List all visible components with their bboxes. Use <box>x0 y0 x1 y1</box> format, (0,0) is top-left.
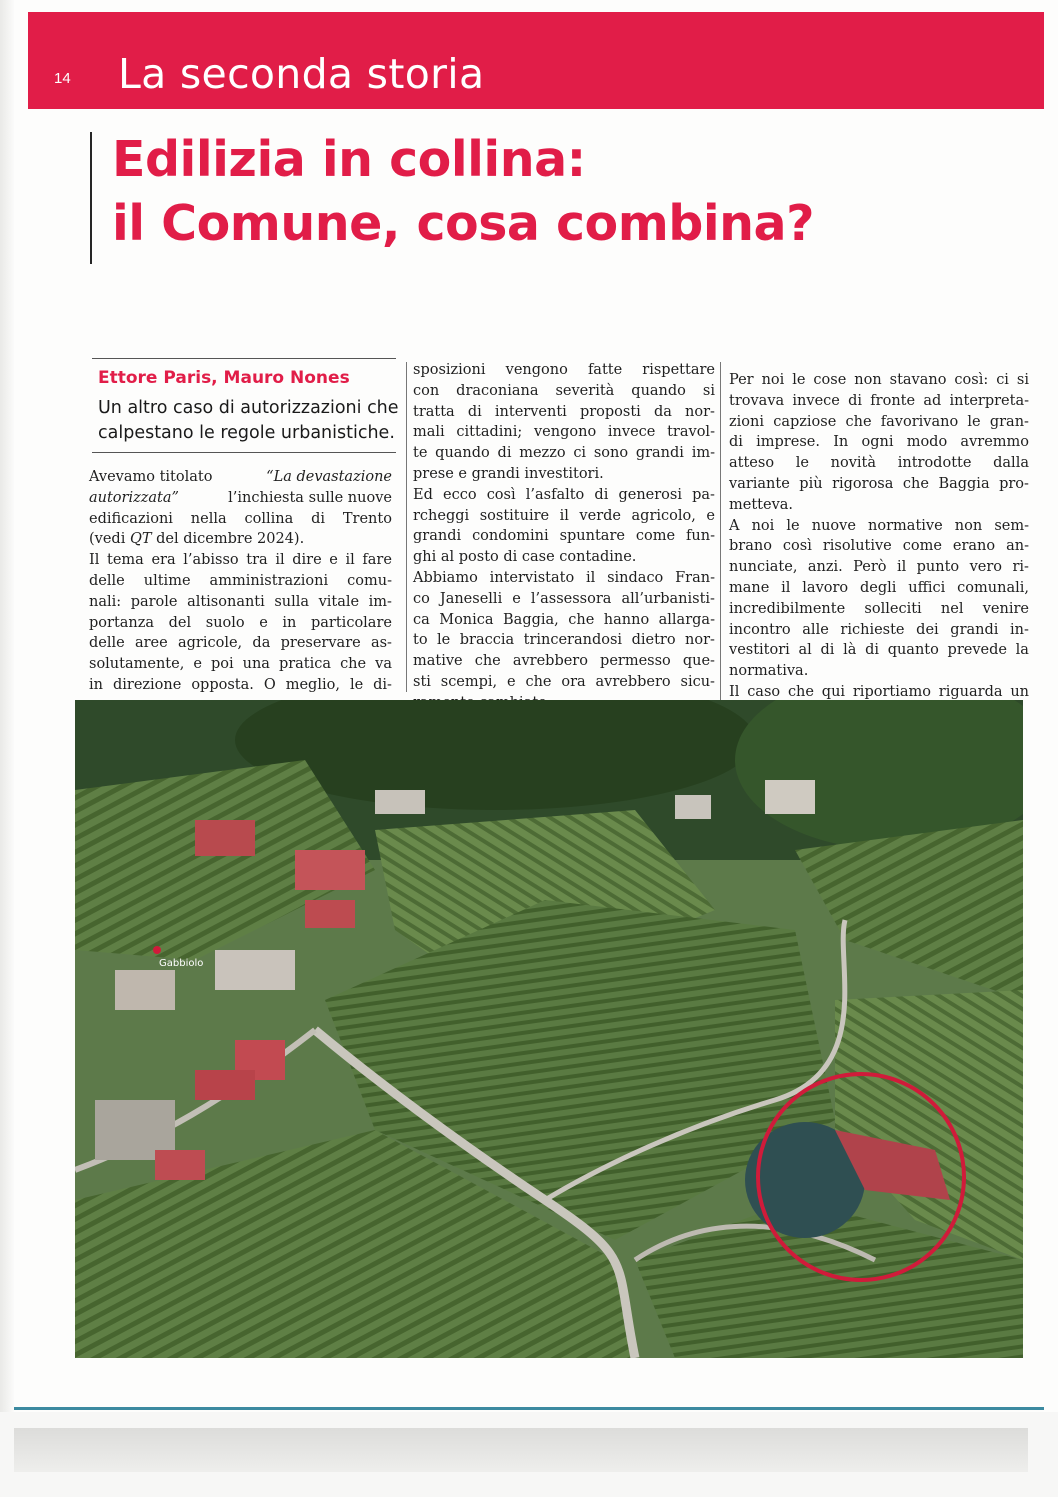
text-line: ghi al posto di case contadine. <box>413 549 637 566</box>
text-line: solutamente, e poi una pratica che va <box>89 656 392 673</box>
text-line: Il caso che qui riportiamo riguarda un <box>729 683 1029 700</box>
text-line: Per noi le cose non stavano così: ci si <box>729 372 1029 388</box>
vineyard-field <box>795 820 1023 1000</box>
text-line: di imprese. In ogni modo avremmo <box>729 434 1029 451</box>
text-line: portanza del suolo e in particolare <box>89 614 392 631</box>
text-line: autorizzata” l’inchiesta sulle nuove <box>89 488 392 509</box>
text-line: edificazioni nella collina di Trento <box>89 510 392 527</box>
section-title: La seconda storia <box>118 50 485 98</box>
house <box>765 780 815 814</box>
text-line: Abbiamo intervistato il sindaco Fran- <box>413 569 715 586</box>
text-line: nunciate, anzi. Però il punto vero ri- <box>729 559 1029 576</box>
text-line: incredibilmente solleciti nel venire <box>729 600 1029 617</box>
text-line: in direzione opposta. O meglio, le di- <box>89 676 392 693</box>
aerial-photo <box>75 700 1023 1358</box>
text-line: to le braccia trincerandosi dietro nor- <box>413 632 715 649</box>
text-line: sti scempi, e che ora avrebbero sicu- <box>413 673 715 690</box>
deck-line-2: calpestano le regole urbanistiche. <box>98 423 395 443</box>
map-place-label: Gabbiolo <box>159 958 204 969</box>
scan-edge-left <box>0 0 14 1497</box>
inquiry-title-part-2: autorizzata” <box>89 489 179 506</box>
text-line: metteva. <box>729 496 794 513</box>
byline-rule-bottom <box>92 452 396 453</box>
text-line: con draconiana severità quando si <box>413 382 715 399</box>
text-line: delle ultime amministrazioni comu- <box>89 572 392 589</box>
article-authors: Ettore Paris, Mauro Nones <box>98 368 350 388</box>
text-line: tratta di interventi proposti da nor- <box>413 403 715 420</box>
aerial-photo-illustration <box>75 700 1023 1358</box>
text-line: nali: parole altisonanti sulla vitale im- <box>89 593 392 610</box>
headline-line-1: Edilizia in collina: <box>112 131 586 188</box>
article-column-2 <box>413 360 715 714</box>
page-number: 14 <box>54 70 71 87</box>
text-line: rcheggi sostituire il verde agricolo, e <box>413 507 715 524</box>
text-line: A noi le nuove normative non sem- <box>729 517 1029 534</box>
headline-line-2: il Comune, cosa combina? <box>112 195 815 252</box>
text-line: prese e grandi investitori. <box>413 465 604 482</box>
text-line: grandi condomini spuntare come fun- <box>413 528 715 545</box>
text-line: Il tema era l’abisso tra il dire e il fare <box>89 552 392 569</box>
deck-line-1: Un altro caso di autorizzazioni che <box>98 398 399 418</box>
text-line: te quando di mezzo ci sono grandi im- <box>413 445 715 462</box>
headline-rule <box>90 132 92 264</box>
column-divider <box>720 362 721 707</box>
byline-rule-top <box>92 358 396 359</box>
article-deck <box>98 396 398 446</box>
text-line: incontro alle richieste dei grandi in- <box>729 621 1029 638</box>
text-line: sposizioni vengono fatte rispettare <box>413 362 715 378</box>
page-bottom-rule <box>14 1407 1044 1410</box>
text-line: delle aree agricole, da preservare as- <box>89 635 392 652</box>
text-line: Avevamo titolato “La devastazione <box>89 467 392 488</box>
inquiry-title-part-1: “La devastazione <box>266 469 392 485</box>
text-line: mane il lavoro degli uffici comunali, <box>729 579 1029 596</box>
article-column-3 <box>729 370 1029 724</box>
column-divider <box>406 362 407 692</box>
text-line: vestitori al di là di quanto prevede la <box>729 642 1029 659</box>
text-line: normativa. <box>729 663 809 680</box>
article-headline <box>112 128 1012 256</box>
text-line: mali cittadini; vengono invece travol- <box>413 424 715 441</box>
text-line: ca Monica Baggia, che hanno allarga- <box>413 611 715 628</box>
text-line: atteso le novità introdotte dalla <box>729 455 1029 472</box>
house <box>675 795 711 819</box>
text-line: co Janeselli e l’assessora all’urbanisti- <box>413 590 715 607</box>
text-line: zioni capziose che favorivano le gran- <box>729 413 1029 430</box>
text-line: variante più rigorosa che Baggia pro- <box>729 475 1029 492</box>
text-line: Ed ecco così l’asfalto di generosi pa- <box>413 486 715 503</box>
location-pin-icon <box>153 946 161 954</box>
text-line: mative che avrebbero permesso que- <box>413 653 715 670</box>
text-line: (vedi QT del dicembre 2024). <box>89 531 305 548</box>
article-column-1 <box>89 467 392 696</box>
scan-edge-shadow <box>14 1428 1028 1472</box>
text-line: trovava invece di fronte ad interpreta- <box>729 392 1029 409</box>
text-line: brano così risolutive come erano an- <box>729 538 1029 555</box>
